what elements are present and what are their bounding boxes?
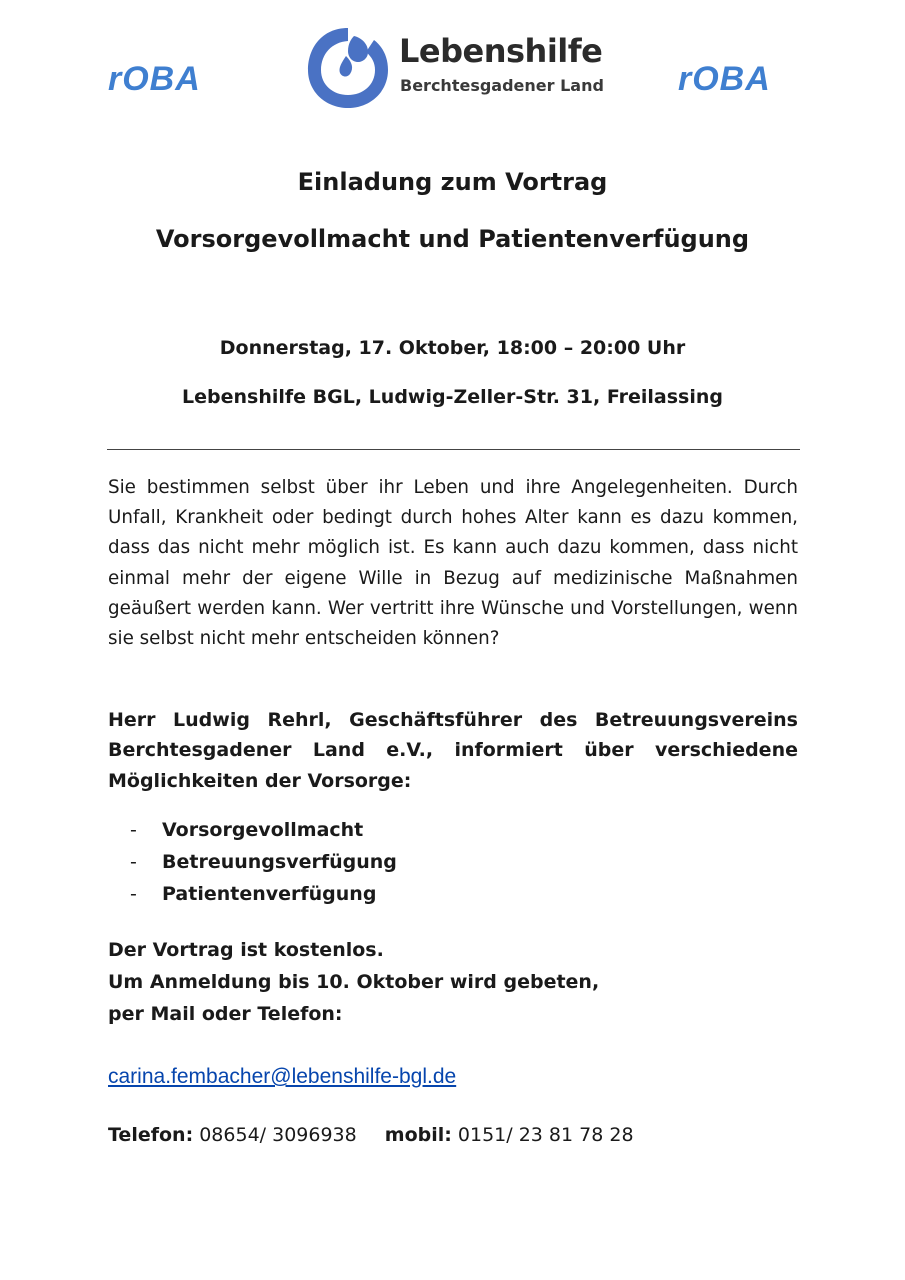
speaker-paragraph: Herr Ludwig Rehrl, Geschäftsführer des Betreuungsvereins Berchtesgadener Land e.V., informiert über verschiedene Möglichkeiten der Vorsorge:	[108, 709, 798, 792]
lebenshilfe-logo	[302, 22, 612, 112]
closing-text	[108, 934, 599, 1030]
lebenshilfe-emblem-icon	[302, 22, 394, 112]
closing-line: Um Anmeldung bis 10. Oktober wird gebeten,	[108, 971, 600, 993]
list-item: - Betreuungsverfügung	[130, 851, 397, 873]
phone-label: Telefon:	[108, 1124, 194, 1146]
option-label: Vorsorgevollmacht	[162, 819, 364, 841]
options-list	[130, 814, 397, 910]
email-link[interactable]: carina.fembacher@lebenshilfe-bgl.de	[108, 1065, 457, 1088]
page-title: Einladung zum Vortrag	[297, 168, 608, 196]
mobile-number: 0151/ 23 81 78 28	[457, 1124, 634, 1146]
event-location: Lebenshilfe BGL, Ludwig-Zeller-Str. 31, Freilassing	[182, 386, 723, 408]
roba-logo-right: rOBA	[678, 60, 771, 98]
phone-number: 08654/ 3096938	[199, 1124, 357, 1146]
phone-line	[108, 1124, 634, 1146]
mobile-label: mobil:	[384, 1124, 452, 1146]
divider	[107, 449, 800, 450]
option-label: Betreuungsverfügung	[162, 851, 397, 873]
logo-main-text: Lebenshilfe	[399, 32, 603, 70]
logo-sub-text: Berchtesgadener Land	[400, 76, 604, 95]
closing-line: Der Vortrag ist kostenlos.	[108, 939, 384, 961]
option-label: Patientenverfügung	[162, 883, 377, 905]
roba-logo-left: rOBA	[108, 60, 201, 98]
page-subtitle: Vorsorgevollmacht und Patientenverfügung	[155, 225, 750, 253]
event-date-time: Donnerstag, 17. Oktober, 18:00 – 20:00 Uhr	[219, 337, 686, 359]
intro-paragraph: Sie bestimmen selbst über ihr Leben und ihre Angelegenheiten. Durch Unfall, Krankheit oder bedingt durch hohes Alter kann es dazu kommen, dass das nicht mehr möglich ist. Es kann auch dazu kommen, dass nicht einmal mehr der eigene Wille in Bezug auf medizinische Maßnahmen geäußert werden kann. Wer vertritt ihre Wünsche und Vorstellungen, wenn sie selbst nicht mehr entscheiden können?	[108, 477, 798, 650]
closing-line: per Mail oder Telefon:	[108, 1003, 343, 1025]
list-item: - Patientenverfügung	[130, 883, 377, 905]
list-item: - Vorsorgevollmacht	[130, 819, 364, 841]
